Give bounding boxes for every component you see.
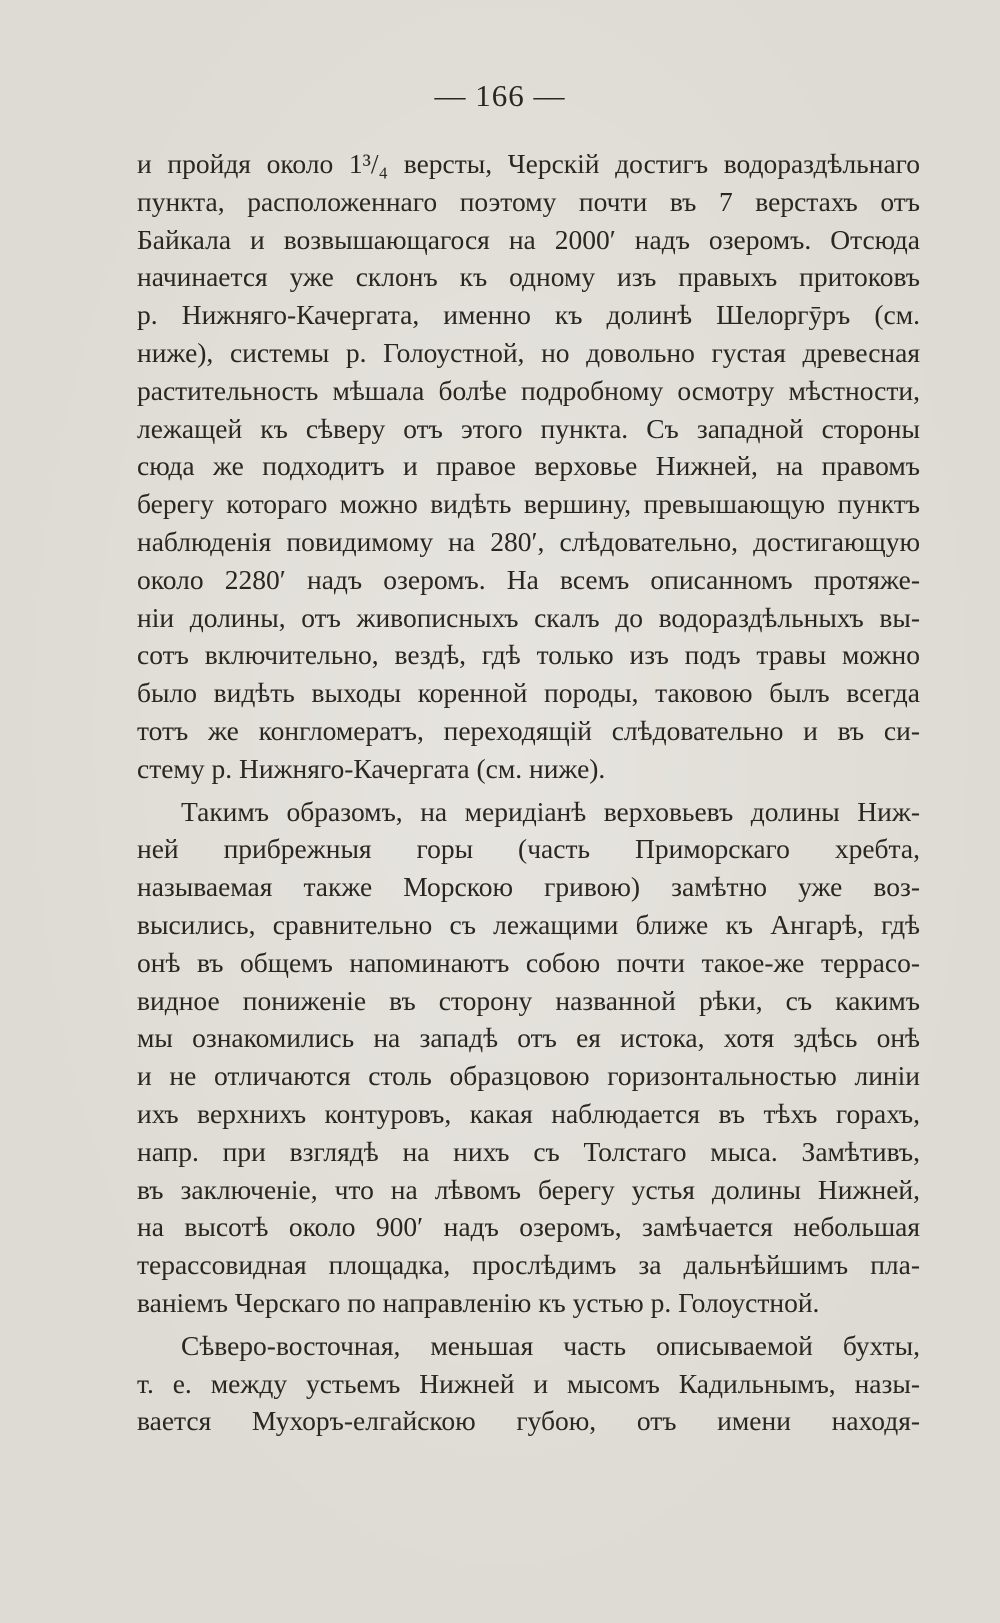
text-line: сюда же подходитъ и правое верховье Нижней, на правомъ: [137, 450, 920, 482]
text-line: на высотѣ около 900′ надъ озеромъ, замѣчается небольшая: [137, 1211, 920, 1243]
body-text: [137, 145, 920, 1440]
text-line: терассовидная площадка, прослѣдимъ за дальнѣйшимъ пла-: [137, 1249, 920, 1281]
text-line: ваніемъ Черскаго по направленію къ устью р. Голоустной.: [137, 1286, 820, 1318]
text-line: въ заключеніе, что на лѣвомъ берегу устья долины Нижней,: [137, 1173, 920, 1205]
text-line: наблюденія повидимому на 280′, слѣдовательно, достигающую: [137, 525, 920, 557]
paragraph-2: [137, 793, 920, 1322]
text-line: растительность мѣшала болѣе подробному осмотру мѣстности,: [137, 374, 920, 406]
text-line: и пройдя около 1³/₄ версты, Черскій достигъ водораздѣльнаго: [137, 148, 920, 179]
text-line: т. е. между устьемъ Нижней и мысомъ Кадильнымъ, назы-: [137, 1367, 920, 1399]
text-line: вается Мухоръ-елгайскою губою, отъ имени находя-: [137, 1405, 920, 1437]
text-line: около 2280′ надъ озеромъ. На всемъ описанномъ протяже-: [137, 563, 920, 595]
text-line: Байкала и возвышающагося на 2000′ надъ озеромъ. Отсюда: [137, 223, 920, 255]
text-line: видное пониженіе въ сторону названной рѣки, съ какимъ: [137, 984, 920, 1016]
text-line: пункта, расположеннаго поэтому почти въ 7 верстахъ отъ: [137, 185, 920, 217]
paragraph-1: [137, 145, 920, 788]
text-line: называемая также Морскою гривою) замѣтно уже воз-: [137, 871, 920, 903]
text-line: ней прибрежныя горы (часть Приморскаго хребта,: [137, 833, 920, 865]
text-line: было видѣть выходы коренной породы, таковою былъ всегда: [137, 677, 920, 709]
text-line: и не отличаются столь образцовою горизонтальностью линіи: [137, 1060, 920, 1092]
text-line: ихъ верхнихъ контуровъ, какая наблюдается въ тѣхъ горахъ,: [137, 1097, 920, 1129]
text-line: тотъ же конгломератъ, переходящій слѣдовательно и въ си-: [137, 714, 920, 746]
text-line: высились, сравнительно съ лежащими ближе къ Ангарѣ, гдѣ: [137, 908, 920, 940]
paragraph-3: [137, 1327, 920, 1440]
text-line: Сѣверо-восточная, меньшая часть описываемой бухты,: [181, 1329, 920, 1361]
text-line: мы ознакомились на западѣ отъ ея истока, хотя здѣсь онѣ: [137, 1022, 920, 1054]
text-line: ніи долины, отъ живописныхъ скалъ до водораздѣльныхъ вы-: [137, 601, 920, 633]
text-line: р. Нижняго-Качергата, именно къ долинѣ Шелоргӯръ (см.: [137, 299, 920, 331]
text-line: онѣ въ общемъ напоминаютъ собою почти такое-же террасо-: [137, 946, 920, 978]
text-line: берегу котораго можно видѣть вершину, превышающую пунктъ: [137, 488, 920, 520]
text-line: напр. при взглядѣ на нихъ съ Толстаго мыса. Замѣтивъ,: [137, 1135, 920, 1167]
text-line: ниже), системы р. Голоустной, но довольно густая древесная: [137, 336, 920, 368]
text-line: Такимъ образомъ, на меридіанѣ верховьевъ долины Ниж-: [181, 795, 920, 827]
page-number: — 166 —: [434, 78, 566, 113]
text-line: сотъ включительно, вездѣ, гдѣ только изъ подъ травы можно: [137, 639, 920, 671]
text-line: стему р. Нижняго-Качергата (см. ниже).: [137, 752, 606, 784]
text-line: лежащей къ сѣверу отъ этого пункта. Съ западной стороны: [137, 412, 920, 444]
text-line: начинается уже склонъ къ одному изъ правыхъ притоковъ: [137, 261, 920, 293]
